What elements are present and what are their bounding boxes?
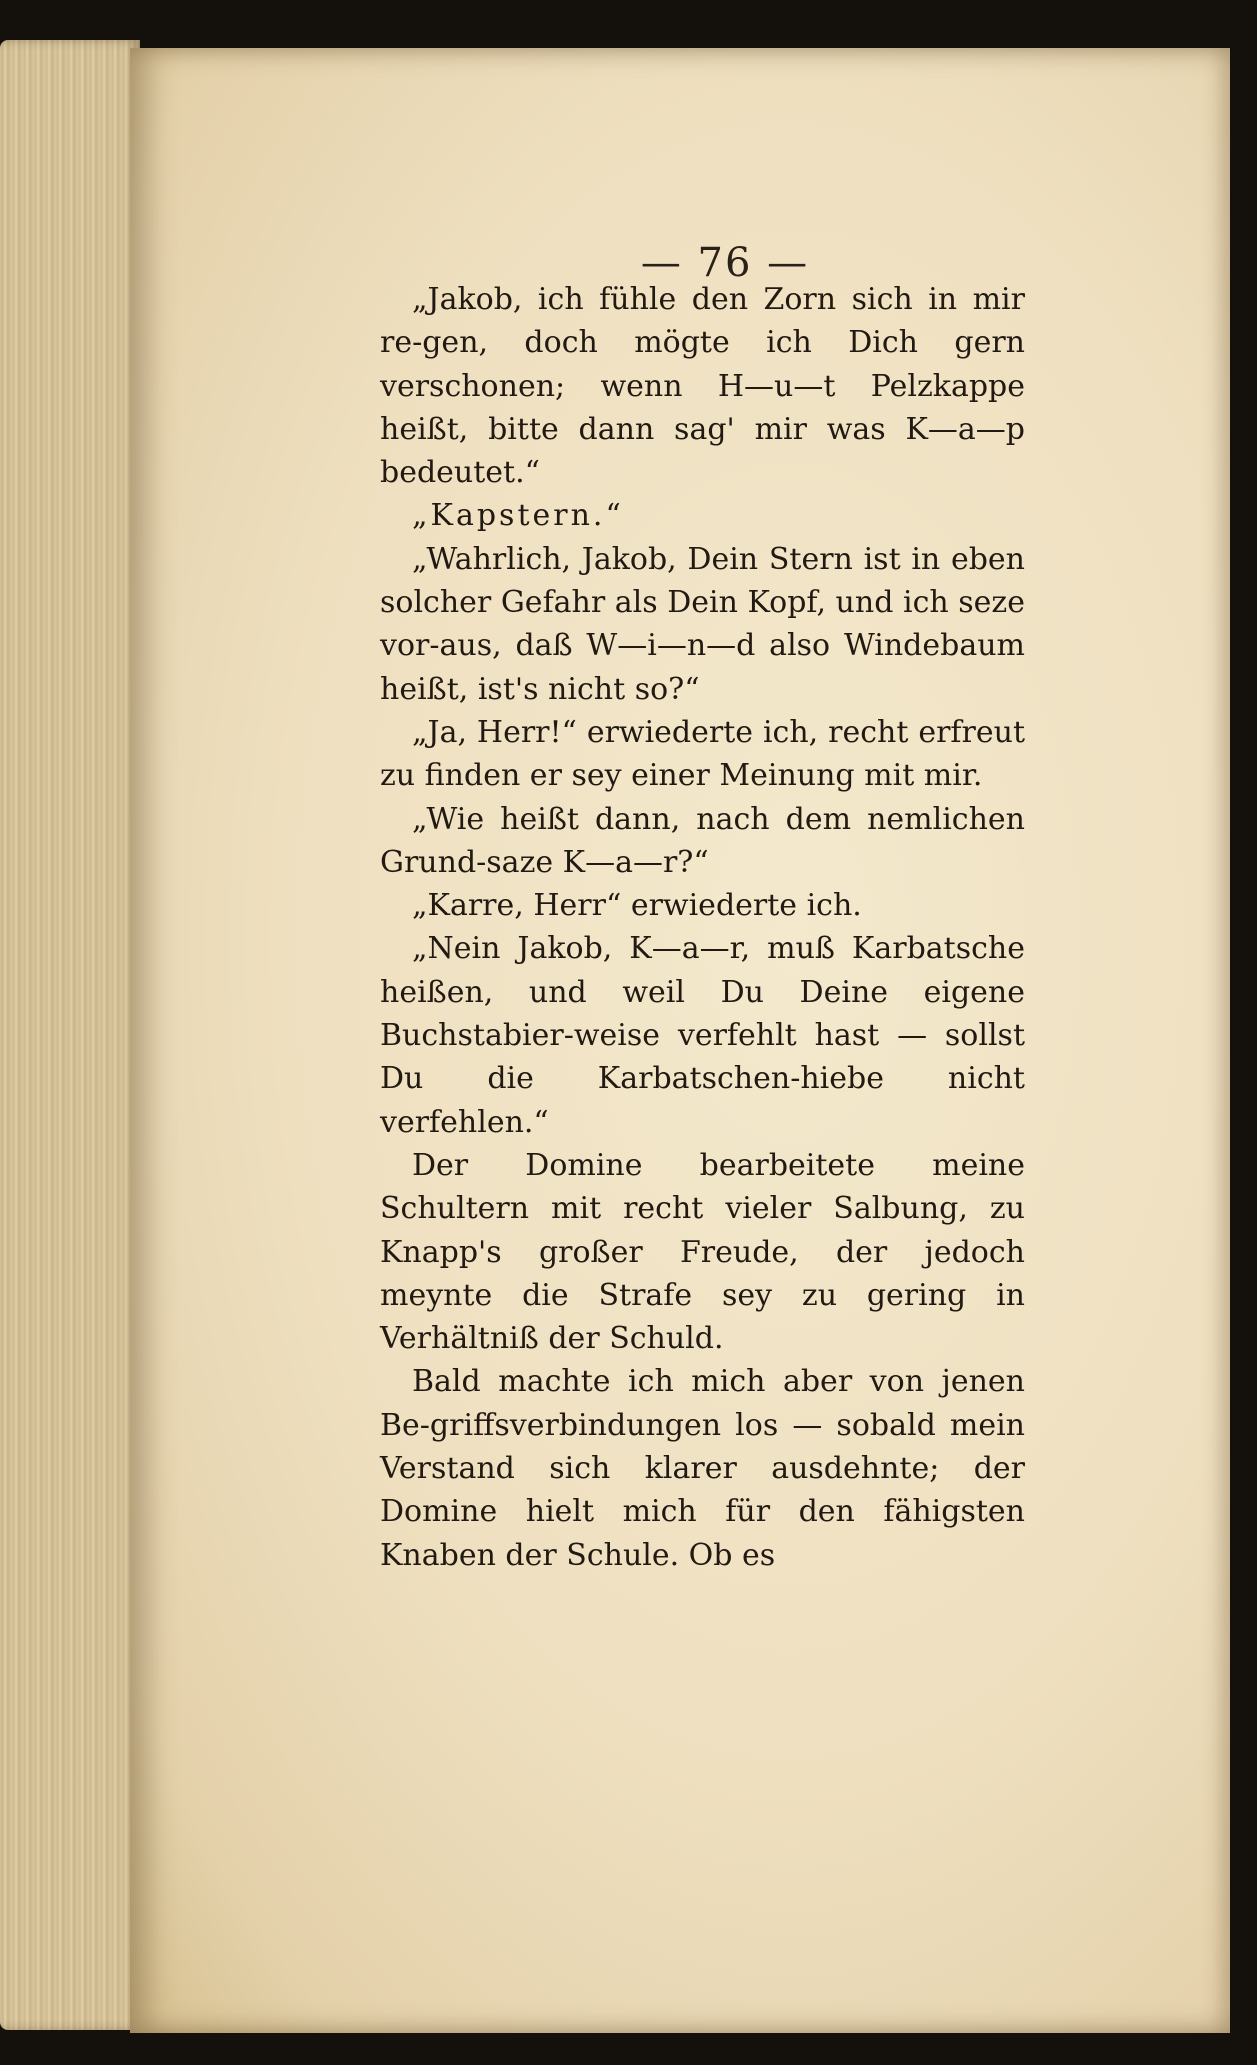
page-number: — 76 —: [640, 240, 810, 286]
body-text: [380, 278, 1025, 1577]
paragraph-7: „Nein Jakob, K—a—r, muß Karbatsche heißen, und weil Du Deine eigene Buchstabier-weise verfehlt hast — sollst Du die Karbatschen-hiebe nicht verfehlen.“: [380, 931, 1025, 1140]
paragraph-5: „Wie heißt dann, nach dem nemlichen Grund-saze K—a—r?“: [380, 801, 1025, 880]
page-edges: [0, 40, 140, 2030]
paragraph-8: Der Domine bearbeitete meine Schultern mit recht vieler Salbung, zu Knapp's großer Freude, der jedoch meynte die Strafe sey zu gering in Verhältniß der Schuld.: [380, 1147, 1025, 1357]
paragraph-9: Bald machte ich mich aber von jenen Be-griffsverbindungen los — sobald mein Verstand sich klarer ausdehnte; der Domine hielt mich für den fähigsten Knaben der Schule. Ob es: [380, 1364, 1025, 1573]
paragraph-2: „Kapstern.“: [412, 498, 624, 534]
paragraph-3: „Wahrlich, Jakob, Dein Stern ist in eben solcher Gefahr als Dein Kopf, und ich seze vor-aus, daß W—i—n—d also Windebaum heißt, ist's nicht so?“: [380, 541, 1025, 707]
book-page: [130, 48, 1230, 2033]
paragraph-1: „Jakob, ich fühle den Zorn sich in mir re-gen, doch mögte ich Dich gern verschonen; wenn H—u—t Pelzkappe heißt, bitte dann sag' mir was K—a—p bedeutet.“: [380, 282, 1025, 491]
paragraph-6: „Karre, Herr“ erwiederte ich.: [412, 888, 862, 924]
paragraph-4: „Ja, Herr!“ erwiederte ich, recht erfreut zu finden er sey einer Meinung mit mir.: [380, 714, 1025, 794]
